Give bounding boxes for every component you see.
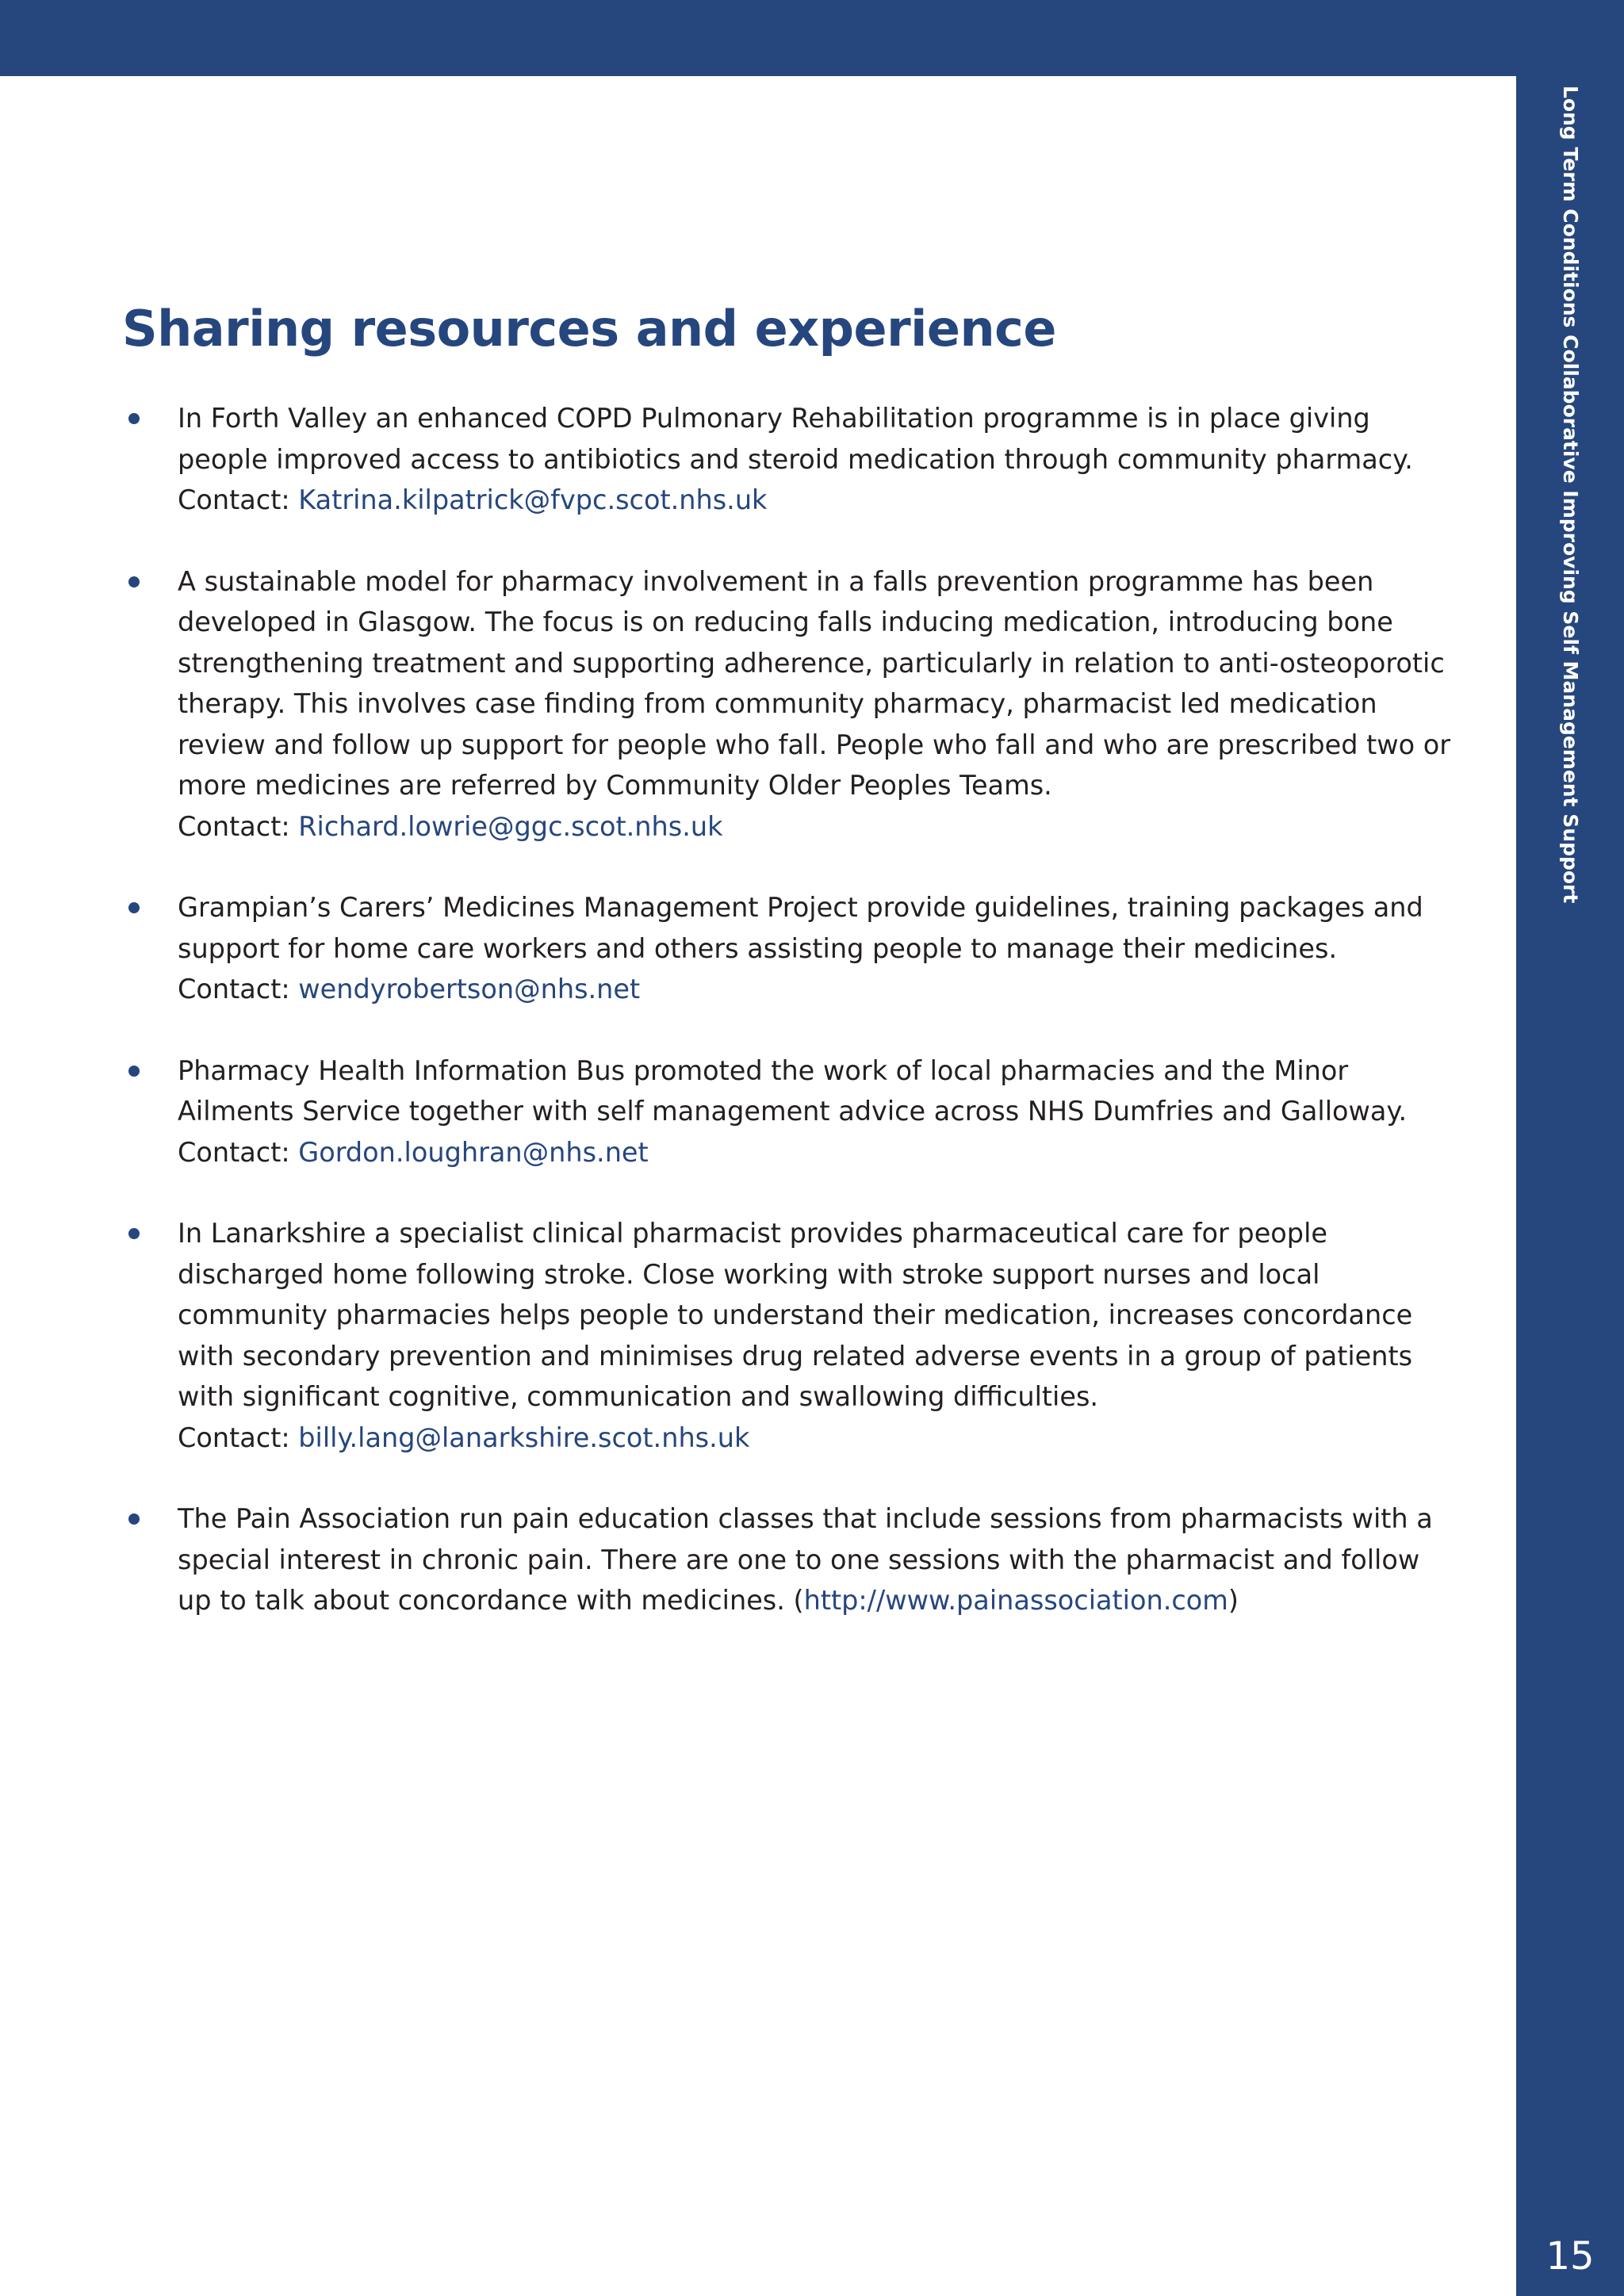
item-text: [178, 1498, 1454, 1621]
contact-line: [178, 969, 1454, 1010]
list-item: [122, 1050, 1454, 1173]
list-item: [122, 398, 1454, 521]
contact-email-link[interactable]: wendyrobertson@nhs.net: [298, 974, 641, 1004]
bullet-icon: [128, 1228, 140, 1239]
resource-list: [122, 398, 1454, 1621]
contact-line: [178, 1418, 1454, 1459]
side-banner-title: Long Term Conditions Collaborative Improving Self Management Support: [1559, 86, 1582, 904]
bullet-icon: [128, 1513, 140, 1525]
contact-email-link[interactable]: Katrina.kilpatrick@fvpc.scot.nhs.uk: [298, 484, 768, 515]
page-number: 15: [1545, 2234, 1595, 2279]
bullet-icon: [128, 413, 140, 424]
contact-email-link[interactable]: billy.lang@lanarkshire.scot.nhs.uk: [298, 1422, 750, 1453]
item-text: Pharmacy Health Information Bus promoted the work of local pharmacies and the Minor Ailments Service together with self management advice across NHS Dumfries and Galloway.: [178, 1054, 1408, 1127]
item-text: A sustainable model for pharmacy involvement in a falls prevention programme has been developed in Glasgow. The focus is on reducing falls inducing medication, introducing bone strengthening treatment and supporting adherence, particularly in relation to anti-osteoporotic therapy. This involves case finding from community pharmacy, pharmacist led medication review and follow up support for people who fall. People who fall and who are prescribed two or more medicines are referred by Community Older Peoples Teams.: [178, 565, 1451, 801]
bullet-icon: [128, 576, 140, 587]
contact-label: Contact:: [178, 1136, 299, 1168]
contact-email-link[interactable]: Richard.lowrie@ggc.scot.nhs.uk: [298, 810, 723, 842]
contact-email-link[interactable]: Gordon.loughran@nhs.net: [298, 1136, 649, 1168]
contact-line: [178, 806, 1454, 848]
main-content: [122, 295, 1454, 1662]
website-link[interactable]: http://www.painassociation.com: [803, 1585, 1228, 1616]
page-title: Sharing resources and experience: [122, 300, 1056, 358]
contact-line: [178, 480, 1454, 521]
list-item: [122, 561, 1454, 848]
item-text: In Forth Valley an enhanced COPD Pulmonary Rehabilitation programme is in place giving people improved access to antibiotics and steroid medication through community pharmacy.: [178, 403, 1413, 475]
bullet-icon: [128, 902, 140, 913]
top-header-band: [0, 0, 1624, 76]
list-item: [122, 887, 1454, 1010]
item-text-body: The Pain Association run pain education classes that include sessions from pharmacists with a special interest in chronic pain. There are one to one sessions with the pharmacist and follow up to talk about concordance with medicines. (: [178, 1503, 1433, 1616]
contact-label: Contact:: [178, 974, 299, 1004]
bullet-icon: [128, 1066, 140, 1077]
item-text-close: ): [1228, 1585, 1239, 1616]
contact-label: Contact:: [178, 484, 299, 515]
list-item: [122, 1213, 1454, 1458]
contact-line: [178, 1132, 1454, 1173]
item-text: Grampian’s Carers’ Medicines Management Project provide guidelines, training packages and support for home care workers and others assisting people to manage their medicines.: [178, 892, 1423, 964]
list-item: [122, 1498, 1454, 1621]
item-text: In Lanarkshire a specialist clinical pharmacist provides pharmaceutical care for people discharged home following stroke. Close working with stroke support nurses and local community pharmacies helps people to understand their medication, increases concordance with secondary prevention and minimises drug related adverse events in a group of patients with significant cognitive, communication and swallowing difficulties.: [178, 1218, 1413, 1412]
contact-label: Contact:: [178, 1422, 299, 1453]
contact-label: Contact:: [178, 810, 299, 842]
